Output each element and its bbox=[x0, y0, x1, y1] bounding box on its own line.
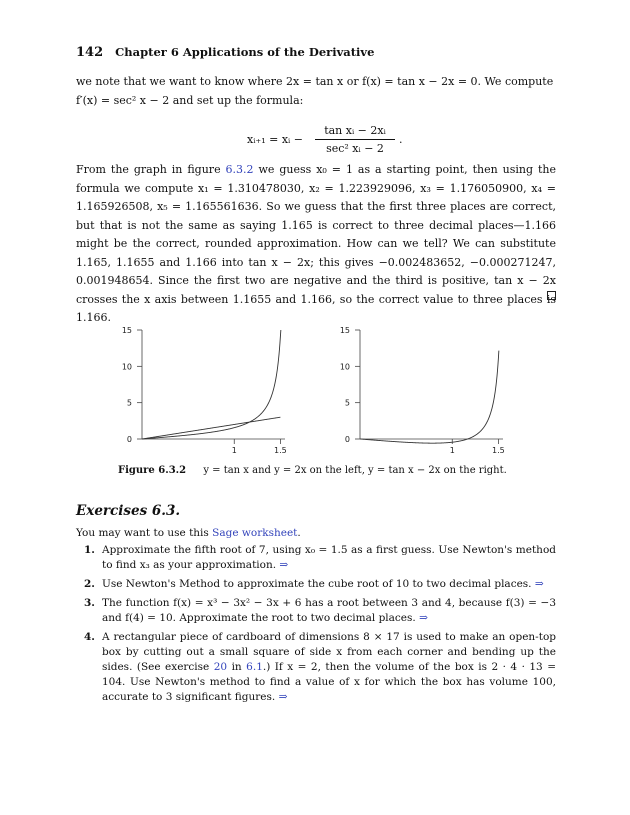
exercise-item bbox=[76, 630, 556, 705]
exercises-intro bbox=[76, 527, 301, 539]
exercise-text: The function f(x) = x³ − 3x² − 3x + 6 has a root between 3 and 4, because f(3) = −3 and f(4) = 10. Approximate the root to two decimal places. bbox=[102, 597, 556, 624]
running-header bbox=[76, 45, 374, 60]
exercise-text-c: .) If x = 2, then the volume of the box is 2 · 4 · 13 = 104. Use Newton's method to find a value of x for which the box has volume 100, accurate to 3 significant figures. bbox=[102, 661, 556, 703]
y-tick-label: 5 bbox=[126, 398, 132, 408]
exercises-intro-prefix: You may want to use this bbox=[76, 527, 213, 539]
figure-left bbox=[108, 322, 288, 461]
figure-link[interactable]: 6.3.2 bbox=[225, 163, 254, 176]
figure-right bbox=[326, 322, 506, 461]
plot-right bbox=[326, 322, 506, 457]
y-tick-label: 0 bbox=[344, 435, 350, 444]
exercise-ref-link[interactable]: 20 bbox=[213, 661, 228, 673]
exercise-number: 3. bbox=[84, 597, 95, 609]
exercise-text: Use Newton's Method to approximate the cube root of 10 to two decimal places. bbox=[102, 578, 532, 590]
formula-end: . bbox=[399, 133, 403, 146]
series-line bbox=[142, 417, 280, 439]
exercise-item bbox=[76, 543, 556, 573]
intro-line-1: we note that we want to know where 2x = tan x or f(x) = tan x − 2x = 0. We compute bbox=[76, 75, 554, 88]
plot-left bbox=[108, 322, 288, 457]
answer-arrow-icon[interactable]: ⇒ bbox=[419, 612, 428, 624]
x-tick-label: 1.5 bbox=[274, 446, 287, 455]
y-tick-label: 15 bbox=[121, 326, 132, 335]
exercise-item bbox=[76, 596, 556, 626]
exercise-item bbox=[76, 577, 556, 592]
sage-worksheet-link[interactable]: Sage worksheet bbox=[212, 527, 298, 539]
answer-arrow-icon[interactable]: ⇒ bbox=[278, 691, 288, 703]
page-number: 142 bbox=[76, 45, 104, 60]
series-line bbox=[142, 330, 281, 439]
exercises-title: Exercises 6.3. bbox=[76, 503, 181, 519]
exercises-intro-suffix: . bbox=[297, 527, 301, 539]
intro-paragraph bbox=[76, 73, 556, 110]
intro-line-2: f′(x) = sec² x − 2 and set up the formula: bbox=[76, 93, 304, 107]
exercise-list bbox=[76, 543, 556, 709]
answer-arrow-icon[interactable]: ⇒ bbox=[534, 578, 544, 590]
exercise-number: 2. bbox=[84, 578, 95, 590]
y-tick-label: 5 bbox=[344, 398, 350, 408]
body-text-2: we guess x₀ = 1 as a starting point, then using the formula we compute x₁ = 1.310478030, x₂ = 1.223929096, x₃ = 1.176050900, x₄ = 1.165926508, x₅ = 1.165561636. So we guess that the first three places are correct, but that is not the same as saying 1.165 is correct to three decimal places—1.166 might be the correct, rounded approximation. How can we tell? We can substitute 1.165, 1.1655 and 1.166 into tan x − 2x; this gives −0.002483652, −0.000271247, 0.001948654. Since the first two are negative and the third is positive, tan x − 2x crosses the x axis between 1.1655 and 1.166, so the correct value to three places is 1.166. bbox=[76, 163, 556, 324]
x-tick-label: 1.5 bbox=[492, 446, 505, 455]
y-tick-label: 10 bbox=[121, 362, 132, 372]
exercise-text-b: in bbox=[227, 661, 247, 673]
exercise-text: Approximate the fifth root of 7, using x₀ = 1.5 as a first guess. Use Newton's method to find x₃ as your approximation. bbox=[102, 544, 556, 571]
section-ref-link[interactable]: 6.1 bbox=[246, 661, 263, 673]
y-tick-label: 15 bbox=[339, 326, 350, 335]
y-tick-label: 10 bbox=[339, 362, 350, 372]
x-tick-label: 1 bbox=[231, 446, 237, 455]
body-text-1: From the graph in figure bbox=[76, 163, 226, 176]
figure-caption-text: y = tan x and y = 2x on the left, y = tan x − 2x on the right. bbox=[203, 465, 507, 476]
figure-label: Figure 6.3.2 bbox=[118, 465, 187, 476]
qed-square bbox=[547, 291, 556, 300]
answer-arrow-icon[interactable]: ⇒ bbox=[279, 559, 289, 571]
series-line bbox=[360, 351, 499, 444]
formula-fraction bbox=[315, 124, 395, 155]
exercise-number: 4. bbox=[84, 631, 95, 643]
x-tick-label: 1 bbox=[449, 446, 455, 455]
formula-lhs: xᵢ₊₁ = xᵢ − bbox=[247, 133, 303, 146]
formula-numerator: tan xᵢ − 2xᵢ bbox=[315, 124, 395, 140]
exercise-text-a: A rectangular piece of cardboard of dimensions 8 × 17 is used to make an open-top box by cutting out a small square of side x from each corner and bending up the sides. (See exercise bbox=[102, 631, 556, 673]
chapter-title: Chapter 6 Applications of the Derivative bbox=[115, 45, 375, 59]
formula-denominator: sec² xᵢ − 2 bbox=[326, 142, 384, 155]
body-paragraph bbox=[76, 161, 556, 328]
figure-caption bbox=[118, 465, 507, 476]
exercise-number: 1. bbox=[84, 544, 95, 556]
y-tick-label: 0 bbox=[126, 435, 132, 444]
